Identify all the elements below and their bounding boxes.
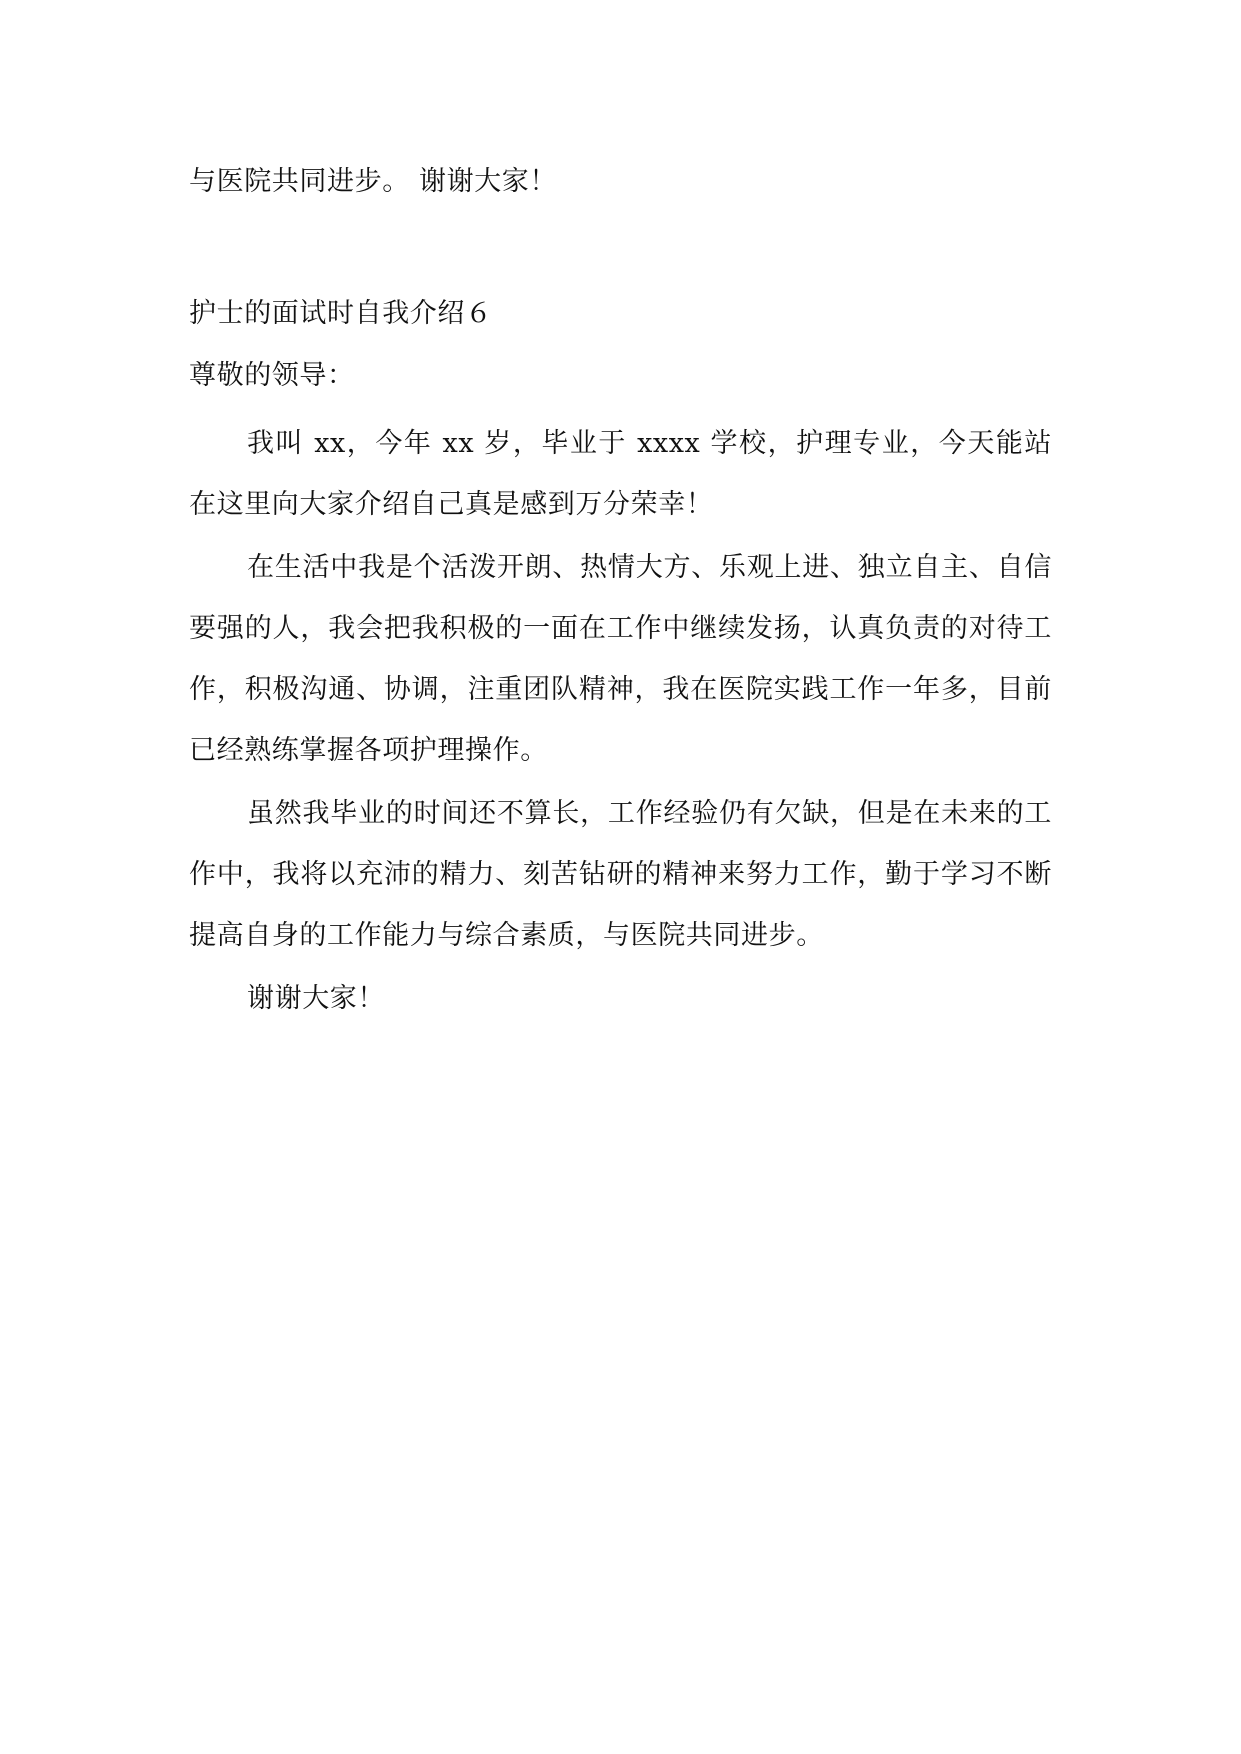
salutation: 尊敬的领导： — [189, 360, 355, 391]
paragraph-future: 虽然我毕业的时间还不算长，工作经验仍有欠缺，但是在未来的工作中，我将以充沛的精力、刻苦钻研的精神来努力工作，勤于学习不断提高自身的工作能力与综合素质，与医院共同进步。 — [189, 798, 1052, 951]
paragraph-thanks: 谢谢大家！ — [247, 983, 385, 1014]
paragraph-personality: 在生活中我是个活泼开朗、热情大方、乐观上进、独立自主、自信要强的人，我会把我积极的一面在工作中继续发扬，认真负责的对待工作，积极沟通、协调，注重团队精神，我在医院实践工作一年多，目前已经熟练掌握各项护理操作。 — [189, 552, 1052, 766]
section-title: 护士的面试时自我介绍６ — [189, 298, 493, 329]
continuation-line: 与医院共同进步。 谢谢大家！ — [189, 166, 557, 197]
paragraph-introduction: 我叫 xx，今年 xx 岁，毕业于 xxxx 学校，护理专业，今天能站在这里向大家介绍自己真是感到万分荣幸！ — [189, 428, 1052, 520]
